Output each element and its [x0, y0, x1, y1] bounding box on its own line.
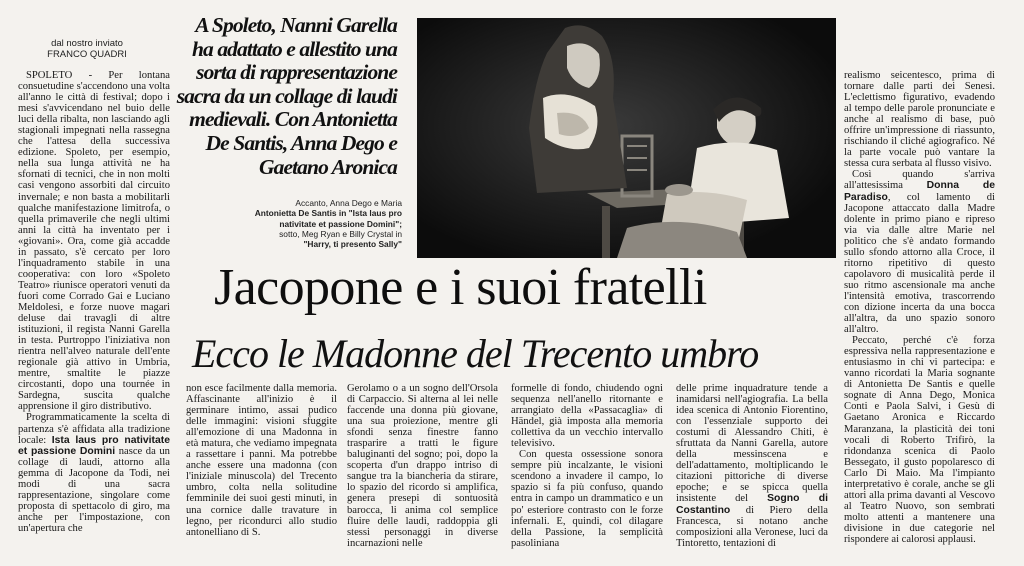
article-column-right: [844, 70, 995, 566]
byline-prefix: dal nostro inviato: [51, 38, 123, 49]
play-title: Ista laus pro nativitate et passione Domini: [18, 434, 170, 457]
article-column-2: [347, 383, 498, 566]
article-paragraph: Gerolamo o a un sogno dell'Orsola di Carpaccio. Si alterna al lei nelle faccende una donna più giovane, una sua proiezione, mentre gli sfondi senza finestre fanno trasparire a tratti le figure baluginanti del sogno; poi, dopo la scoperta d'un drappo intriso di sangue tra la biancheria da stirare, lo spazio del ricordo si amplifica, genera presepi di sontuosità barocca, li anima col semplice fluire delle laudi, raddoppia gli stessi personaggi in diverse incarnazioni nelle: [347, 383, 498, 549]
article-paragraph: Programmaticamente la scelta di partenza s'è affidata alla tradizione locale: Ista laus pro nativitate et passione Domini nasce da un collage di laudi, attorno alla gemma di Jacopone da Todi, nei modi di una sacra rappresentazione, singolare come proposta di spettacolo di giro, ma anche per l'impostazione, con un'apertura che: [18, 412, 170, 534]
article-column-1: [186, 383, 337, 566]
article-paragraph: SPOLETO - Per lontana consuetudine s'accendono una volta all'anno le città di festival; dopo i mesi s'avvicendano nel buio delle luci della ribalta, non lasciando agli stagionali impegnati nella rassegna che l'attesa della successiva edizione. Spoleto, per esempio, nella sua lunga attività ne ha sfornati di tecnici, che in non molti casi vengono assorbiti dal circuito invernale; e non basta a mobilitarli qualche manifestazione limitrofa, o quella primaverile che negli ultimi anni la città ha inventato per i «giovani». Ora, come già accadde in passato, s'è cercato per loro l'inquadramento stabile in una cooperativa: con loro «Spoleto Teatro» riunisce operatori venuti da fuori come Corrado Gai e Luciano Meldolesi, e forze nuove magari deluse dai travagli di altre istituzioni, il regista Nanni Garella in testa. Purtroppo l'iniziativa non rientra nell'alveo naturale dell'ente regionale già attivo in Umbria, mentre, smaltite le piazze circostanti, dopo una tournée in Sardegna, suscita qualche apprensione il giro distributivo.: [18, 70, 170, 413]
article-paragraph: formelle di fondo, chiudendo ogni sequenza nell'anello ritornante e arrangiato della «Passacaglia» di Händel, già imposta alla memoria collettiva da un vecchio intervallo televisivo.: [511, 383, 663, 450]
article-paragraph: Così quando s'arriva all'attesissima Donna de Paradiso, col lamento di Jacopone attaccato dalla Madre dolente in primo piano e ripreso via via dalle altre Marie nel politico che s'è andato formando sullo sfondo attorno alla Croce, il ritorno ripetitivo di questo capolavoro di musicalità perde il suo ritmo ascensionale ma anche l'intensità emotiva, trascorrendo con dizione incerta da una bocca all'altra, da uno spazio sonoro all'altro.: [844, 169, 995, 336]
stage-photo: [417, 18, 836, 258]
article-paragraph: Peccato, perché c'è forza espressiva nella rappresentazione e entusiasmo in chi vi partecipa: e vanno ricordati la Maria sognante di Antonietta De Santis e quelle sognate di Anna Dego, Monica Conti e Paola Salvi, i Gesù di Gaetano Aronica e Riccardo Maranzana, la plasticità dei toni vocali di Roberto Trifirò, la ridondanza scenica di Paolo Bessegato, il gusto popolaresco di Carlo Di Maio. Ma l'impianto interpretativo è corale, anche se gli attori alla prima davanti al Vescovo al Teatro Nuovo, son sembrati molto attenti a mantenere una divisione in due categorie nel rispondere ai calorosi applausi.: [844, 335, 995, 545]
byline-author: FRANCO QUADRI: [47, 49, 127, 60]
byline: [16, 38, 158, 60]
article-paragraph: delle prime inquadrature tende a inamidarsi nell'agiografia. La bella idea scenica di Antonio Fiorentino, con l'essenziale supporto dei costumi di Alessandro Chiti, è sfruttata da Nanni Garella, autore della messinscena e dell'adattamento, moltiplicando le citazioni pittoriche di diverse epoche; e se spicca quella insistente del Sogno di Costantino di Piero della Francesca, si notano anche composizioni alla Veronese, luci da Tintoretto, tentazioni di: [676, 383, 828, 549]
subheadline: A Spoleto, Nanni Garella ha adattato e allestito una sorta di rappresentazione sacra da un collage di laudi medievali. Con Antonietta De Santis, Anna Dego e Gaetano Aronica: [176, 13, 397, 179]
article-paragraph: non esce facilmente dalla memoria. Affascinante all'inizio è il germinare intimo, assai pudico delle immagini: visioni sfuggite all'emozione di una Madonna in età matura, che vediamo impegnata a rassettare i panni. Ma potrebbe anche essere una madonna (con l'iniziale minuscola) del Trecento umbro, colta nella solitudine femminile dei suoi gesti minuti, in una cornice dalle travature in legno, per ricondurci allo studio antonelliano di S.: [186, 383, 337, 538]
headline: Jacopone e i suoi fratelli: [214, 259, 707, 316]
painting-title: Sogno di Costantino: [676, 493, 828, 516]
article-paragraph: realismo seicentesco, prima di tornare dalle parti dei Senesi. L'eclettismo figurativo, evadendo al tempo delle parole pronunciate e anche al realismo di base, può offrire un'impressione di riassunto, rischiando il cliché agiografico. Né la parte vocale può vantare la stessa cura serbata al flusso visivo.: [844, 70, 995, 170]
article-column-left: [18, 70, 170, 566]
photo-caption: Accanto, Anna Dego e Maria Antonietta De Santis in "Ista laus pro nativitate et passione Domini"; sotto, Meg Ryan e Billy Crystal in "Harry, ti presento Sally": [254, 198, 402, 250]
deck: Ecco le Madonne del Trecento umbro: [192, 331, 759, 376]
stage-photo-image: [417, 18, 836, 258]
lauda-title: Donna de Paradiso: [844, 180, 995, 203]
article-paragraph: Con questa ossessione sonora sempre più incalzante, le visioni scendono a invadere il campo, lo spazio si fa più confuso, quando entra in campo un drammatico e un po' esteriore contrasto con le forze infernali. E, quindi, col dilagare della Passione, la semplicità pasoliniana: [511, 449, 663, 549]
article-column-3: [511, 383, 663, 566]
article-column-4: [676, 383, 828, 566]
